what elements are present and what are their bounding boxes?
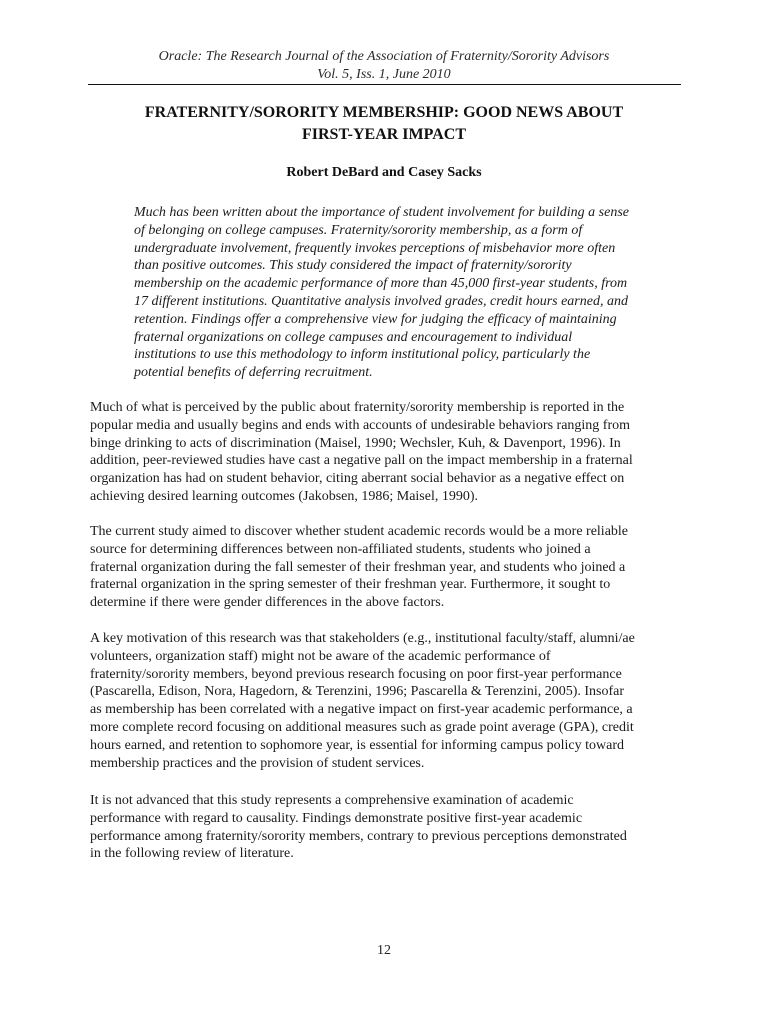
- abstract: [134, 204, 694, 382]
- issue-info: Vol. 5, Iss. 1, June 2010: [317, 67, 451, 82]
- body-line: popular media and usually begins and ends with accounts of undesirable behaviors ranging from: [90, 417, 631, 433]
- body-paragraph-3: [90, 630, 700, 772]
- title-line: FRATERNITY/SORORITY MEMBERSHIP: GOOD NEWS ABOUT: [144, 104, 624, 121]
- header-rule: [88, 84, 681, 85]
- abstract-line: than positive outcomes. This study considered the impact of fraternity/sorority: [134, 258, 572, 274]
- abstract-line: retention. Findings offer a comprehensive view for judging the efficacy of maintaining: [134, 311, 617, 327]
- body-paragraph-4: [90, 792, 700, 863]
- running-header: [0, 48, 768, 84]
- body-line: hours earned, and retention to sophomore year, is essential for informing campus policy toward: [90, 737, 625, 753]
- body-line: fraternal organization during the fall semester of their freshman year, and students who joined a: [90, 559, 626, 575]
- body-line: achieving desired learning outcomes (Jakobsen, 1986; Maisel, 1990).: [90, 488, 479, 504]
- body-line: Much of what is perceived by the public about fraternity/sorority membership is reported in the: [90, 400, 625, 415]
- abstract-line: potential benefits of deferring recruitment.: [134, 365, 373, 381]
- body-paragraph-1: [90, 399, 700, 506]
- body-line: determine if there were gender differences in the above factors.: [90, 595, 445, 611]
- body-line: in the following review of literature.: [90, 846, 294, 862]
- body-line: fraternal organization in the spring semester of their freshman year. Furthermore, it sought to: [90, 577, 611, 593]
- title-line: FIRST-YEAR IMPACT: [301, 126, 466, 143]
- journal-name: Oracle: The Research Journal of the Association of Fraternity/Sorority Advisors: [158, 49, 610, 64]
- body-line: fraternity/sorority members, beyond previous research focusing on poor first-year performance: [90, 666, 622, 682]
- body-line: volunteers, organization staff) might not be aware of the academic performance of: [90, 648, 551, 664]
- body-line: as membership has been correlated with a negative impact on first-year academic performance, a: [90, 702, 633, 718]
- abstract-line: fraternal organizations on college campuses and encouragement to individual: [134, 329, 573, 345]
- page-number: 12: [377, 943, 391, 958]
- abstract-line: undergraduate involvement, frequently invokes perceptions of misbehavior more often: [134, 240, 616, 256]
- abstract-line: membership on the academic performance of more than 45,000 first-year students, from: [134, 276, 628, 292]
- abstract-line: 17 different institutions. Quantitative analysis involved grades, credit hours earned, and: [134, 293, 628, 309]
- body-line: A key motivation of this research was that stakeholders (e.g., institutional faculty/staff, alumni/ae: [90, 631, 635, 646]
- body-line: organization has had on student behavior, citing aberrant social behavior as a negative effect on: [90, 471, 625, 487]
- body-line: more complete record focusing on additional measures such as grade point average (GPA), credit: [90, 719, 634, 735]
- body-line: source for determining differences between non-affiliated students, students who joined a: [90, 541, 591, 557]
- body-line: The current study aimed to discover whether student academic records would be a more reliable: [90, 524, 629, 539]
- body-line: It is not advanced that this study represents a comprehensive examination of academic: [90, 793, 574, 808]
- abstract-line: Much has been written about the importance of student involvement for building a sense: [134, 205, 629, 220]
- author-line: Robert DeBard and Casey Sacks: [286, 165, 482, 180]
- abstract-line: of belonging on college campuses. Fraternity/sorority membership, as a form of: [134, 222, 583, 238]
- body-line: membership practices and the provision of student services.: [90, 755, 425, 771]
- body-paragraph-2: [90, 523, 700, 612]
- body-line: (Pascarella, Edison, Nora, Hagedorn, & Terenzini, 1996; Pascarella & Terenzini, 2005). Insofar: [90, 684, 625, 700]
- body-line: performance with regard to causality. Findings demonstrate positive first-year academic: [90, 810, 583, 826]
- abstract-line: institutions to use this methodology to inform institutional policy, particularly the: [134, 347, 591, 363]
- body-line: performance among fraternity/sorority members, contrary to previous perceptions demonstrated: [90, 828, 627, 844]
- article-title: [0, 102, 768, 146]
- body-line: addition, peer-reviewed studies have cast a negative pall on the impact membership in a fraternal: [90, 453, 633, 469]
- body-line: binge drinking to acts of discrimination (Maisel, 1990; Wechsler, Kuh, & Davenport, 1996). In: [90, 435, 621, 451]
